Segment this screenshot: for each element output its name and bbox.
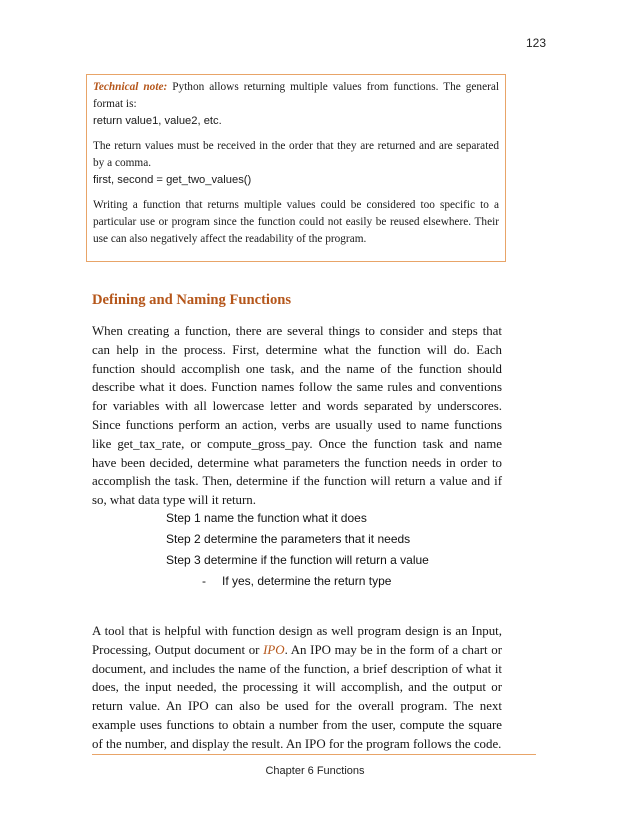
paragraph-ipo xyxy=(92,622,502,754)
section-heading: Defining and Naming Functions xyxy=(92,292,292,308)
technical-note-box xyxy=(86,74,506,262)
step-item xyxy=(166,531,429,552)
ipo-paragraph-start: A tool that is helpful with function design as well program design is an Input, Processing, Output document or xyxy=(92,624,502,657)
technical-note-label: Technical note: xyxy=(93,81,168,93)
paragraph-function-design: When creating a function, there are several things to consider and steps that can help in the process. First, determine what the function will do. Each function should accomplish one task, and the name of the function should describe what it does. Function names follow the same rules and conventions for variables with all lowercase letter and words separated by underscores. Since functions perform an action, verbs are usually used to name functions like get_tax_rate, or compute_gross_pay. Once the function task and name have been decided, determine what parameters the function needs in order to accomplish the task. Then, determine if the function will return a value and if so, what data type will it return. xyxy=(92,324,502,508)
step-text: determine if the function will return a value xyxy=(204,553,429,567)
step-label: Step 3 xyxy=(166,553,201,567)
technical-note-intro xyxy=(93,79,499,113)
technical-note-order-text: The return values must be received in the order that they are returned and are separated by a comma. xyxy=(93,140,499,169)
step-text: name the function what it does xyxy=(204,511,367,525)
footer-chapter-title: Chapter 6 Functions xyxy=(265,765,365,777)
step-item xyxy=(166,510,429,531)
code-example-assignment: first, second = get_two_values() xyxy=(93,174,252,186)
substep-bullet: - xyxy=(202,574,206,588)
ipo-term: IPO xyxy=(263,642,285,657)
code-example-return: return value1, value2, etc. xyxy=(93,115,222,127)
step-item xyxy=(166,552,429,573)
ipo-paragraph-end: . An IPO may be in the form of a chart or document, and includes the name of the function, a brief description of what it does, the input needed, the processing it will accomplish, and the output or return value. An IPO can also be used for the overall program. The next example uses functions to obtain a number from the user, compute the square of the number, and display the result. An IPO for the program follows the code. xyxy=(92,642,502,751)
step-label: Step 1 xyxy=(166,511,201,525)
page-number: 123 xyxy=(525,36,546,50)
technical-note-caution: Writing a function that returns multiple values could be considered too specific to a particular use or program since the function could not easily be reused elsewhere. Their use can also negatively affect the readability of the program. xyxy=(93,199,499,245)
substep-text: If yes, determine the return type xyxy=(222,574,392,588)
footer-divider xyxy=(92,754,536,755)
substep-item xyxy=(202,573,429,594)
step-text: determine the parameters that it needs xyxy=(204,532,411,546)
step-label: Step 2 xyxy=(166,532,201,546)
technical-note-intro-text: Python allows returning multiple values from functions. The general format is: xyxy=(93,81,499,110)
steps-list xyxy=(166,510,429,594)
